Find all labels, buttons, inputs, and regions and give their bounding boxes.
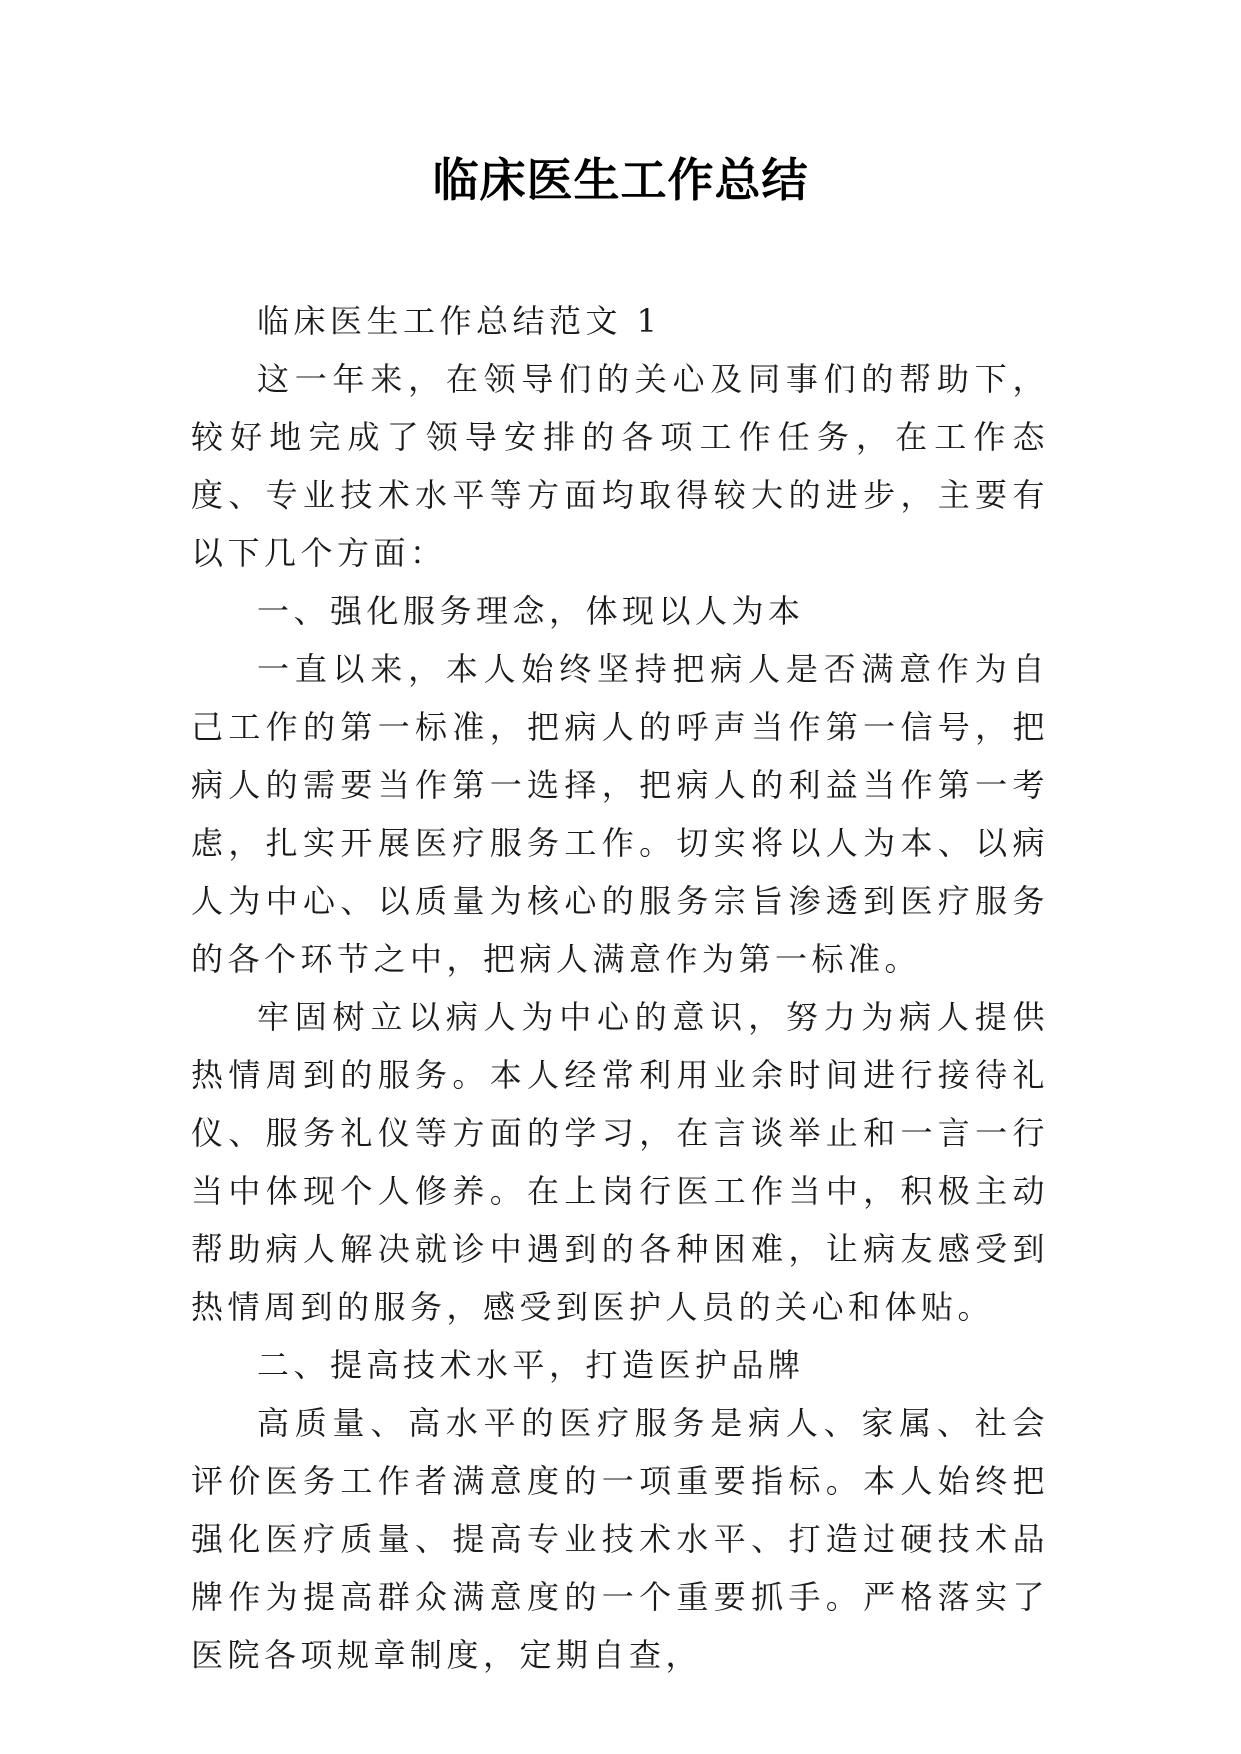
paragraph-patient-centered: 牢固树立以病人为中心的意识，努力为病人提供热情周到的服务。本人经常利用业余时间进行接待礼仪、服务礼仪等方面的学习，在言谈举止和一言一行当中体现个人修养。在上岗行医工作当中，积极主动帮助病人解决就诊中遇到的各种困难，让病友感受到热情周到的服务，感受到医护人员的关心和体贴。 — [191, 998, 1049, 1326]
paragraph-intro: 这一年来，在领导们的关心及同事们的帮助下，较好地完成了领导安排的各项工作任务，在工作态度、专业技术水平等方面均取得较大的进步，主要有以下几个方面： — [191, 360, 1049, 572]
subtitle: 临床医生工作总结范文 1 — [257, 302, 662, 340]
paragraph-service-standard: 一直以来，本人始终坚持把病人是否满意作为自己工作的第一标准，把病人的呼声当作第一信号，把病人的需要当作第一选择，把病人的利益当作第一考虑，扎实开展医疗服务工作。切实将以人为本、以病人为中心、以质量为核心的服务宗旨渗透到医疗服务的各个环节之中，把病人满意作为第一标准。 — [191, 650, 1049, 978]
paragraph-quality: 高质量、高水平的医疗服务是病人、家属、社会评价医务工作者满意度的一项重要指标。本人始终把强化医疗质量、提高专业技术水平、打造过硬技术品牌作为提高群众满意度的一个重要抓手。严格落实了医院各项规章制度，定期自查， — [191, 1404, 1049, 1674]
section-heading-2: 二、提高技术水平，打造医护品牌 — [257, 1346, 805, 1384]
document-body — [191, 292, 1049, 1684]
section-heading-1: 一、强化服务理念，体现以人为本 — [257, 592, 805, 630]
document-title: 临床医生工作总结 — [432, 153, 809, 207]
